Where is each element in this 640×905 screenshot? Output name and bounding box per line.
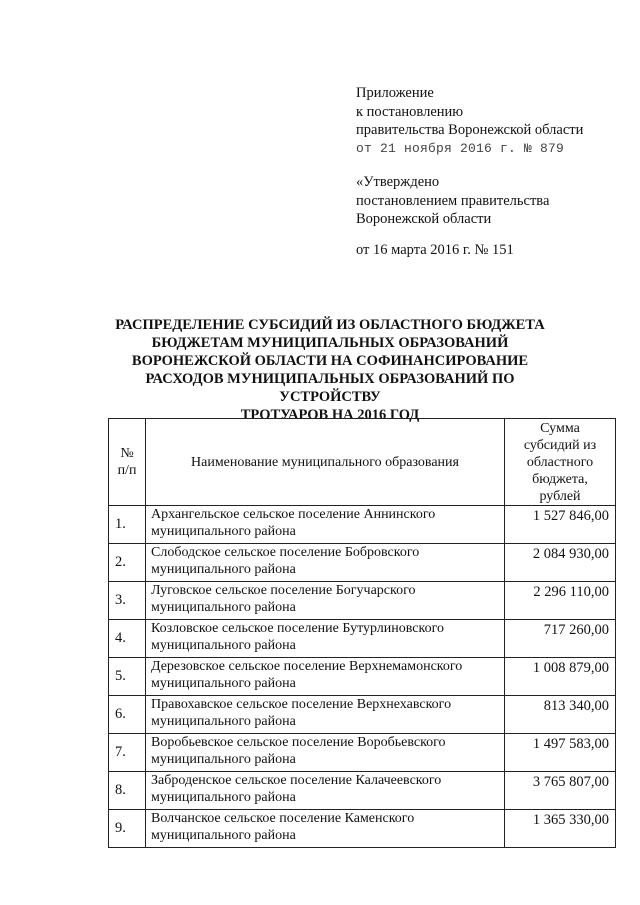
header-number-sign: №	[120, 446, 134, 461]
table-row	[109, 772, 616, 810]
row-name: Архангельское сельское поселение Аннинского муниципального района	[146, 506, 505, 544]
row-amount: 1 008 879,00	[505, 658, 616, 696]
row-name: Воробьевское сельское поселение Воробьевского муниципального района	[146, 734, 505, 772]
row-number: 9.	[109, 810, 146, 848]
annex-line: Приложение	[356, 85, 434, 101]
row-number: 4.	[109, 620, 146, 658]
row-amount: 1 527 846,00	[505, 506, 616, 544]
approved-date-number: от 16 марта 2016 г. № 151	[356, 241, 514, 258]
title-line: ТРОТУАРОВ НА 2016 ГОД	[240, 407, 420, 423]
header-name: Наименование муниципального образования	[146, 419, 505, 506]
table-row	[109, 734, 616, 772]
row-number: 6.	[109, 696, 146, 734]
row-amount: 1 365 330,00	[505, 810, 616, 848]
table-row	[109, 582, 616, 620]
row-name: Слободское сельское поселение Бобровского муниципального района	[146, 544, 505, 582]
approved-line: «Утверждено	[356, 174, 440, 190]
title-line: ВОРОНЕЖСКОЙ ОБЛАСТИ НА СОФИНАНСИРОВАНИЕ	[131, 353, 529, 369]
table-row	[109, 696, 616, 734]
row-number: 1.	[109, 506, 146, 544]
row-name: Заброденское сельское поселение Калачеевского муниципального района	[146, 772, 505, 810]
approved-line: постановлением правительства	[356, 192, 550, 209]
row-name: Козловское сельское поселение Бутурлиновского муниципального района	[146, 620, 505, 658]
row-number: 3.	[109, 582, 146, 620]
header-sum-line: субсидий из	[523, 438, 597, 453]
row-name: Волчанское сельское поселение Каменского муниципального района	[146, 810, 505, 848]
row-amount: 813 340,00	[505, 696, 616, 734]
row-amount: 3 765 807,00	[505, 772, 616, 810]
header-number	[109, 419, 146, 506]
table-row	[109, 544, 616, 582]
title-line: БЮДЖЕТАМ МУНИЦИПАЛЬНЫХ ОБРАЗОВАНИЙ	[151, 335, 509, 351]
header-sum-line: рублей	[539, 489, 581, 504]
header-sum-line: бюджета,	[532, 472, 588, 487]
row-amount: 2 296 110,00	[505, 582, 616, 620]
annex-date-number: от 21 ноября 2016 г. № 879	[356, 140, 565, 156]
header-sum	[505, 419, 616, 506]
table-row	[109, 620, 616, 658]
row-number: 2.	[109, 544, 146, 582]
subsidy-table	[108, 418, 616, 848]
row-name: Дерезовское сельское поселение Верхнемамонского муниципального района	[146, 658, 505, 696]
row-amount: 717 260,00	[505, 620, 616, 658]
row-number: 5.	[109, 658, 146, 696]
table-row	[109, 810, 616, 848]
row-name: Правохавское сельское поселение Верхнехавского муниципального района	[146, 696, 505, 734]
row-number: 8.	[109, 772, 146, 810]
annex-line: к постановлению	[356, 103, 464, 120]
row-name: Луговское сельское поселение Богучарского муниципального района	[146, 582, 505, 620]
annex-line: правительства Воронежской области	[356, 122, 584, 138]
header-sum-line: областного	[526, 455, 594, 470]
title-line: РАСХОДОВ МУНИЦИПАЛЬНЫХ ОБРАЗОВАНИЙ ПО УСТРОЙСТВУ	[145, 371, 515, 405]
row-amount: 1 497 583,00	[505, 734, 616, 772]
table-header-row	[109, 419, 616, 506]
approved-line: Воронежской области	[356, 211, 492, 227]
header-number-label: п/п	[117, 463, 137, 478]
table-row	[109, 658, 616, 696]
title-line: РАСПРЕДЕЛЕНИЕ СУБСИДИЙ ИЗ ОБЛАСТНОГО БЮДЖЕТА	[115, 317, 545, 333]
approved-block	[356, 173, 549, 259]
row-number: 7.	[109, 734, 146, 772]
row-amount: 2 084 930,00	[505, 544, 616, 582]
annex-block	[356, 84, 583, 158]
document-title	[100, 316, 560, 424]
header-sum-line: Сумма	[540, 421, 580, 436]
table-row	[109, 506, 616, 544]
